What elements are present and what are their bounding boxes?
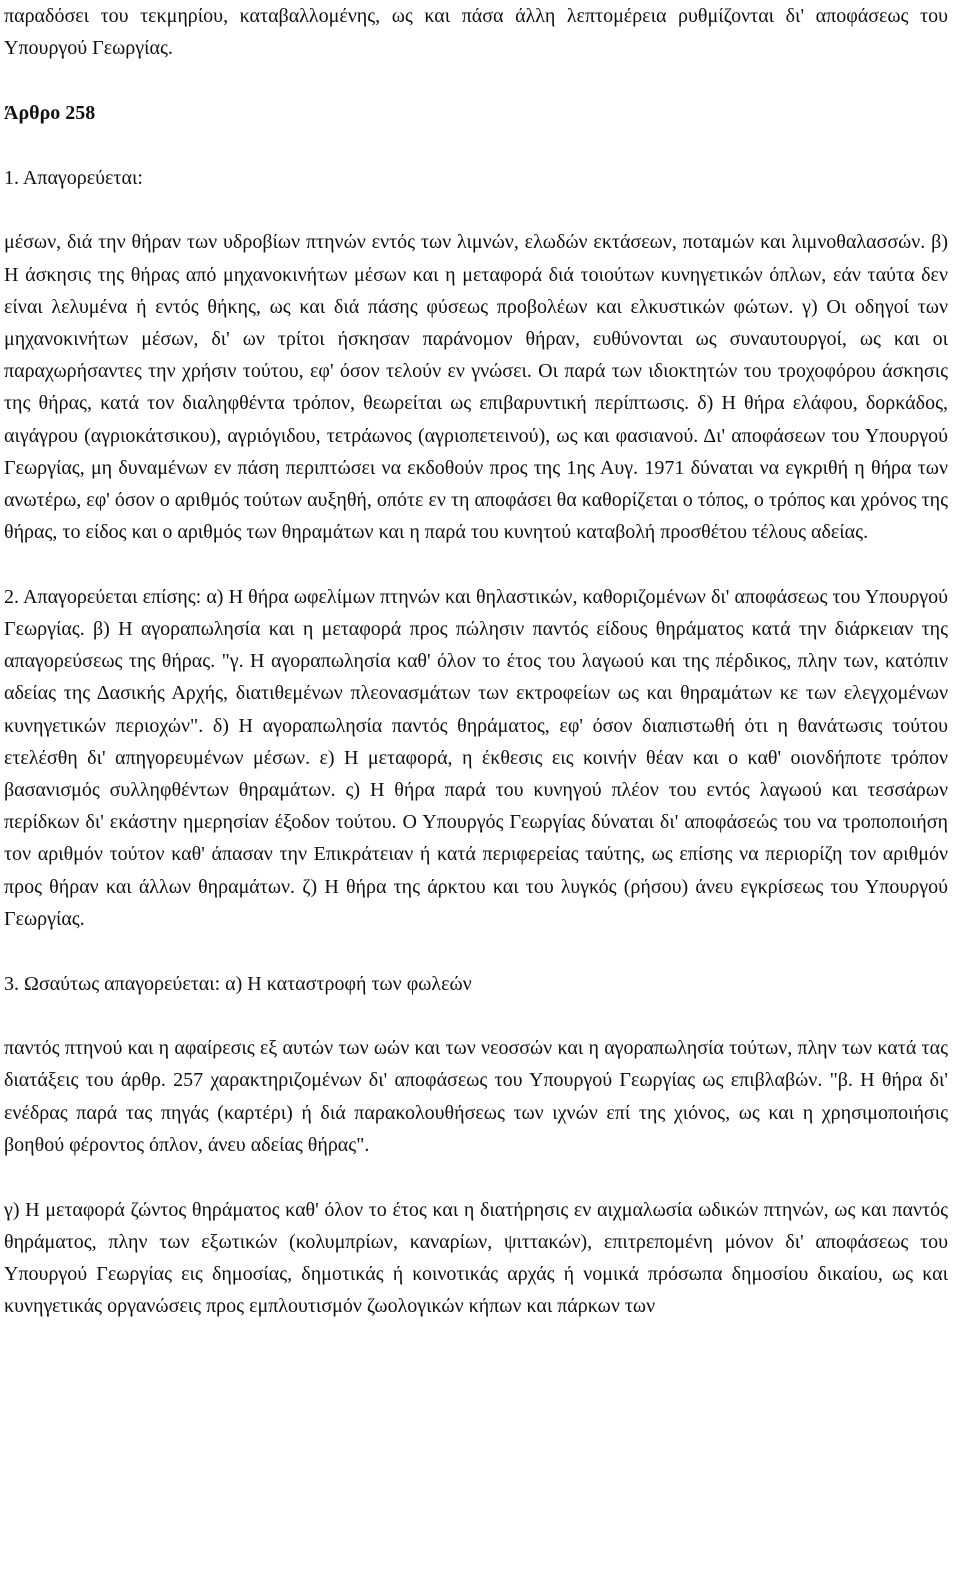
item3-g-paragraph: γ) Η μεταφορά ζώντος θηράματος καθ' όλον το έτος και η διατήρησις εν αιχμαλωσία ωδικών πτηνών, ως και παντός θηράματος, πλην των εξωτικών (κολυμπρίων, καναρίων, ψιττακών), επιτρεπομένη μόνον δι' αποφάσεως του Υπουργού Γεωργίας εις δημοσίας, δημοτικάς ή κοινοτικάς αρχάς ή νομικά πρόσωπα δημοσίου δικαίου, ως και κυνηγετικάς οργανώσεις προς εμπλουτισμόν ζωολογικών κήπων και πάρκων των xyxy=(4,1198,948,1318)
item3-heading: 3. Ωσαύτως απαγορεύεται: α) Η καταστροφή των φωλεών xyxy=(4,972,472,995)
item2-paragraph: 2. Απαγορεύεται επίσης: α) Η θήρα ωφελίμων πτηνών και θηλαστικών, καθοριζομένων δι' αποφάσεως του Υπουργού Γεωργίας. β) Η αγοραπωλησία και η μεταφορά προς πώλησιν παντός είδους θηράματος κατά την διάρκειαν της απαγορεύσεως της θήρας. "γ. Η αγοραπωλησία καθ' όλον το έτος του λαγωού και της πέρδικος, πλην των, κατόπιν αδείας της Δασικής Αρχής, διατιθεμένων πλεονασμάτων των εκτροφείων ως και θηραμάτων κε των ελεγχομένων κυνηγετικών περιοχών". δ) Η αγοραπωλησία παντός θηράματος, εφ' όσον διαπιστωθή ότι η θανάτωσις τούτου ετελέσθη δι' απηγορευμένων μέσων. ε) Η μεταφορά, η έκθεσις εις κοινήν θέαν και ο καθ' οιονδήποτε τρόπον βασανισμός συλληφθέντων θηραμάτων. ς) Η θήρα παρά του κυνηγού πλέον του εντός λαγωού και τεσσάρων περίδκων δι' εκάστην ημερησίαν έξοδον τούτου. Ο Υπουργός Γεωργίας δύναται δι' αποφάσεώς του να τροποποιήση τον αριθμόν τούτον καθ' άπασαν την Επικράτειαν ή κατά περιφερείας ταύτης, ως επίσης να περιορίζη τον αριθμόν προς θήραν και άλλων θηραμάτων. ζ) Η θήρα της άρκτου και του λυγκός (ρήσου) άνευ εγκρίσεως του Υπουργού Γεωργίας. xyxy=(4,585,948,930)
paragraph-spacer xyxy=(4,1161,948,1194)
paragraph-spacer xyxy=(4,1000,948,1033)
paragraph-spacer xyxy=(4,935,948,968)
item1-paragraph: μέσων, διά την θήραν των υδροβίων πτηνών εντός των λιμνών, ελωδών εκτάσεων, ποταμών και λιμνοθαλασσών. β) Η άσκησις της θήρας από μηχανοκινήτων μέσων και η μεταφορά διά τοιούτων κυνηγετικών όπλων, εάν ταύτα δεν είναι λελυμένα ή εντός θήκης, ως και διά πάσης φύσεως προβολέων και ελκυστικών φώτων. γ) Οι οδηγοί των μηχανοκινήτων μέσων, δι' ων τρίτοι ήσκησαν παράνομον θήραν, ευθύνονται ως συναυτουργοί, ως και οι παραχωρήσαντες την χρήσιν τούτου, εφ' όσον τελούν εν γνώσει. Οι παρά των ιδιοκτητών του τροχοφόρου άσκησις της θήρας, κατά τον διαληφθέντα τρόπον, θεωρείται ως επιβαρυντική περίπτωσις. δ) Η θήρα ελάφου, δορκάδος, αιγάγρου (αγριοκάτσικου), αγριόγιδου, τετράωνος (αγριοπετεινού), ως και φασιανού. Δι' αποφάσεων του Υπουργού Γεωργίας, μη δυναμένων εν πάση περιπτώσει να εκδοθούν προς της 1ης Αυγ. 1971 δύναται να εγκριθή η θήρα των ανωτέρω, εφ' όσον ο αριθμός τούτων αυξηθή, οπότε εν τη αποφάσει θα καθορίζεται ο τόπος, ο τρόπος και χρόνος της θήρας, το είδος και ο αριθμός των θηραμάτων και η παρά του κυνητού καταβολή προσθέτου τέλους αδείας. xyxy=(4,231,948,544)
paragraph-spacer xyxy=(4,194,948,227)
paragraph-spacer xyxy=(4,129,948,162)
article-heading: Άρθρο 258 xyxy=(4,101,96,124)
document-page xyxy=(4,0,948,1322)
paragraph-spacer xyxy=(4,64,948,97)
item3-paragraph: παντός πτηνού και η αφαίρεσις εξ αυτών των ωών και των νεοσσών και η αγοραπωλησία τούτων, πλην των κατά τας διατάξεις του άρθρ. 257 χαρακτηριζομένων δι' αποφάσεως του Υπουργού Γεωργίας ως επιβλαβών. "β. Η θήρα δι' ενέδρας παρά τας πηγάς (καρτέρι) ή διά παρακολουθήσεως των ιχνών επί της χιόνος, ως και η χρησιμοποιήσις βοηθού φέροντος όπλον, άνευ αδείας θήρας". xyxy=(4,1037,948,1156)
intro-paragraph: παραδόσει του τεκμηρίου, καταβαλλομένης, ως και πάσα άλλη λεπτομέρεια ρυθμίζονται δι' αποφάσεως του Υπουργού Γεωργίας. xyxy=(4,5,948,60)
item1-heading: 1. Απαγορεύεται: xyxy=(4,166,143,189)
paragraph-spacer xyxy=(4,548,948,581)
